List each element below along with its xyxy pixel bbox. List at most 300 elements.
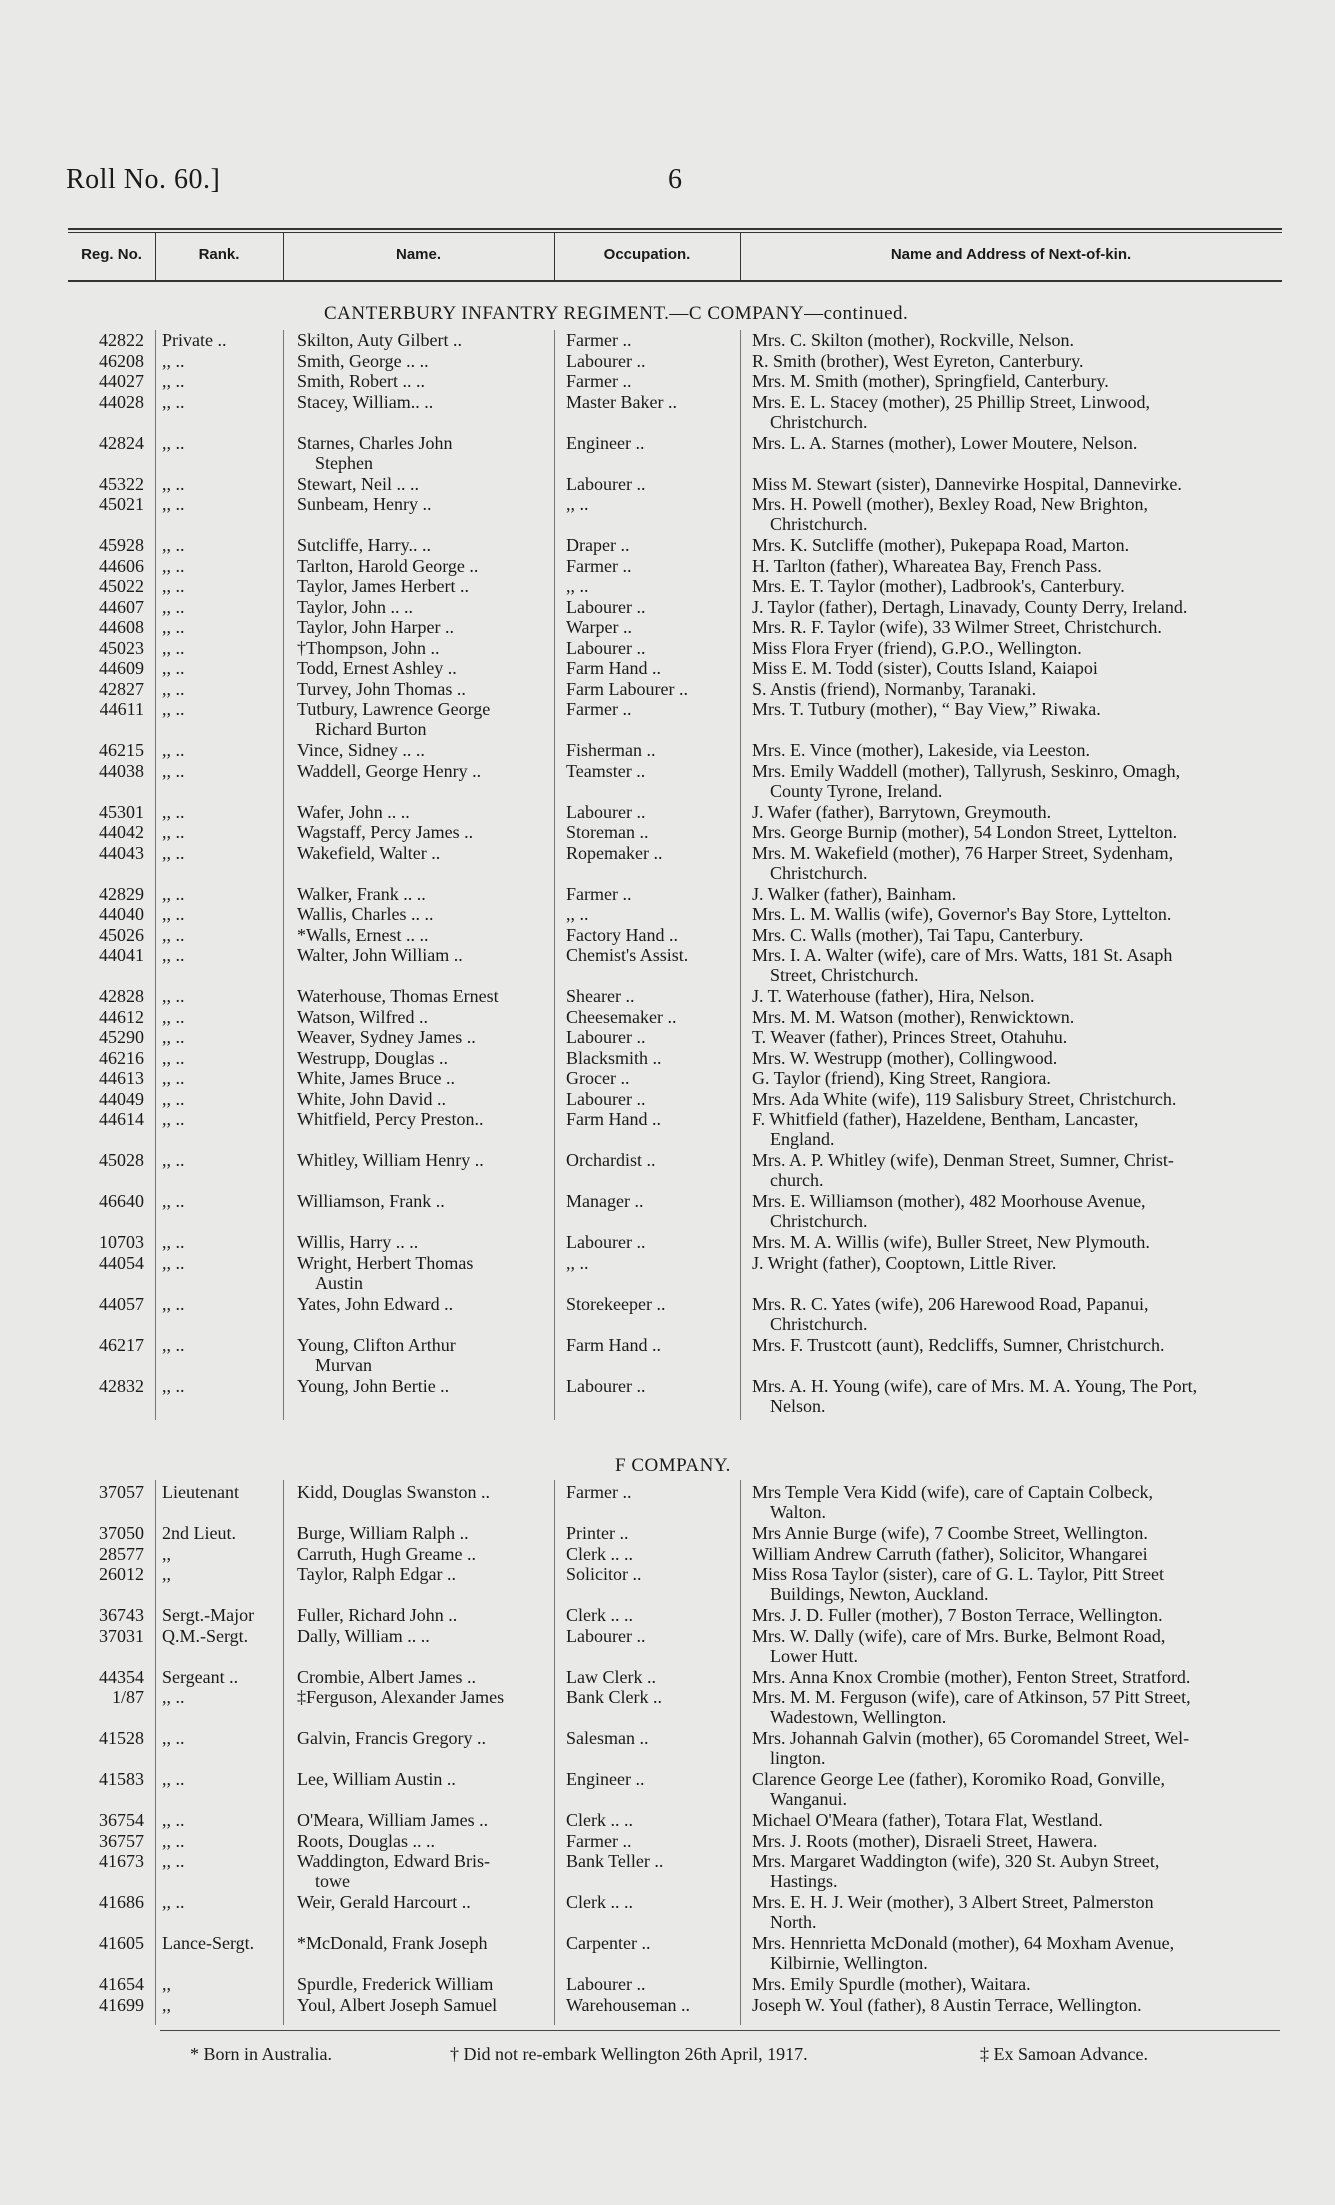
occupation [566,1667,732,1687]
next-of-kin [752,658,1292,678]
occupation [566,822,732,842]
soldier-name [297,433,547,473]
reg-no [82,679,144,699]
next-of-kin [752,761,1292,801]
reg-no-line: 1/87 [111,1687,144,1707]
rank-line: Sergt.-Major [162,1605,255,1625]
rank-line: ,, [162,1543,171,1564]
rank [162,1851,280,1871]
occupation-line: Carpenter .. [566,1933,651,1953]
reg-no [82,1027,144,1047]
occupation [566,556,732,576]
soldier-name-line: Waterhouse, Thomas Ernest [297,986,499,1006]
reg-no-line: 36754 [99,1810,144,1830]
next-of-kin-continuation: Street, Christchurch. [770,965,919,985]
reg-no-line: 45290 [99,1027,144,1047]
rank [162,1626,280,1646]
soldier-name-line: Sutcliffe, Harry.. .. [297,535,431,555]
soldier-name-line: Taylor, Ralph Edgar .. [297,1564,456,1584]
reg-no [82,904,144,924]
next-of-kin-line: Mrs. E. H. J. Weir (mother), 3 Albert Street, Palmerston [752,1892,1154,1912]
occupation-line: Farm Hand .. [566,658,661,678]
next-of-kin-continuation: Wanganui. [770,1789,848,1809]
rank [162,658,280,678]
reg-no [82,1068,144,1088]
occupation-line: Manager .. [566,1191,644,1211]
rank-line: ,, .. [162,350,185,371]
soldier-name-line: Wakefield, Walter .. [297,842,441,863]
next-of-kin-line: Mrs. Emily Waddell (mother), Tallyrush, Seskinro, Omagh, [752,760,1181,781]
rank-line: ,, .. [162,1191,185,1211]
occupation-line: Labourer .. [566,1625,646,1646]
occupation [566,1810,732,1830]
next-of-kin [752,433,1292,453]
reg-no-line: 45023 [99,637,144,658]
column-rule [283,1480,284,2025]
next-of-kin-line: Mrs. W. Westrupp (mother), Collingwood. [752,1047,1058,1068]
reg-no-line: 45021 [99,494,144,514]
rank-line: ,, .. [162,760,185,781]
soldier-name [297,1626,547,1646]
rank [162,1523,280,1543]
occupation [566,597,732,617]
rank [162,1769,280,1789]
next-of-kin-continuation: England. [770,1129,835,1149]
next-of-kin-line: Miss E. M. Todd (sister), Coutts Island, Kaiapoi [752,658,1098,678]
occupation-line: Clerk .. .. [566,1605,633,1625]
occupation [566,1068,732,1088]
reg-no-line: 44614 [99,1109,144,1129]
next-of-kin [752,1150,1292,1190]
rank-line: ,, .. [162,699,185,719]
rank [162,843,280,863]
reg-no [82,556,144,576]
reg-no-line: 44027 [99,371,144,391]
soldier-name-line: Stacey, William.. .. [297,391,434,412]
reg-no [82,1687,144,1707]
next-of-kin-line: William Andrew Carruth (father), Solicitor, Whangarei [752,1543,1148,1564]
next-of-kin [752,740,1292,760]
reg-no-line: 44041 [99,945,144,965]
rank [162,1048,280,1068]
reg-no [82,843,144,863]
next-of-kin [752,1376,1292,1416]
reg-no-line: 37031 [99,1625,144,1646]
reg-no-line: 44613 [99,1068,144,1088]
occupation [566,371,732,391]
occupation [566,1974,732,1994]
occupation [566,617,732,637]
rank-line: ,, .. [162,1150,185,1170]
next-of-kin-line: Mrs. George Burnip (mother), 54 London Street, Lyttelton. [752,822,1178,842]
next-of-kin-line: Mrs. F. Trustcott (aunt), Redcliffs, Sumner, Christchurch. [752,1334,1165,1355]
reg-no-line: 36743 [99,1605,144,1625]
next-of-kin-line: Mrs. E. Williamson (mother), 482 Moorhouse Avenue, [752,1191,1146,1211]
rank [162,1933,280,1953]
column-rule [740,330,741,1420]
rank-line: ,, .. [162,637,185,658]
rank [162,1667,280,1687]
soldier-name-line: Watson, Wilfred .. [297,1006,428,1027]
occupation [566,1933,732,1953]
occupation-line: Labourer .. [566,596,646,617]
reg-no [82,1232,144,1252]
occupation-line: Teamster .. [566,760,646,781]
occupation-line: ,, .. [566,494,589,514]
rank-line: Q.M.-Sergt. [162,1625,249,1646]
next-of-kin-line: Mrs. Margaret Waddington (wife), 320 St. Aubyn Street, [752,1851,1160,1871]
reg-no [82,761,144,781]
reg-no [82,925,144,945]
next-of-kin [752,884,1292,904]
reg-no-line: 28577 [99,1543,144,1564]
next-of-kin-continuation: Lower Hutt. [770,1645,858,1666]
rank [162,884,280,904]
reg-no [82,371,144,391]
reg-no-line: 42822 [99,330,144,350]
occupation [566,1544,732,1564]
rank [162,986,280,1006]
next-of-kin-continuation: Christchurch. [770,1211,868,1231]
soldier-name-line: Carruth, Hugh Greame .. [297,1543,476,1564]
next-of-kin [752,1253,1292,1273]
occupation-line: Cheesemaker .. [566,1006,677,1027]
next-of-kin [752,1232,1292,1252]
next-of-kin [752,802,1292,822]
reg-no-line: 46215 [99,740,144,760]
rank [162,535,280,555]
next-of-kin [752,638,1292,658]
next-of-kin [752,1851,1292,1891]
reg-no [82,617,144,637]
reg-no [82,1995,144,2015]
soldier-name-line: Weir, Gerald Harcourt .. [297,1892,471,1912]
occupation [566,1089,732,1109]
rank [162,1335,280,1355]
header-rule-bottom [68,280,1282,282]
rank-line: ,, .. [162,1293,185,1314]
next-of-kin-continuation: church. [770,1170,824,1190]
next-of-kin [752,1769,1292,1809]
soldier-name-line: Weaver, Sydney James .. [297,1027,476,1047]
occupation-line: Salesman .. [566,1728,649,1748]
rank [162,699,280,719]
footnote-did-not-reembark: † Did not re-embark Wellington 26th April, 1917. [450,2044,808,2064]
rank-line: ,, .. [162,1769,185,1789]
soldier-name [297,1253,547,1293]
rank-line: Private .. [162,330,227,350]
reg-no [82,1892,144,1912]
rank-line: ,, .. [162,391,185,412]
next-of-kin [752,699,1292,719]
rank [162,1089,280,1109]
next-of-kin [752,1048,1292,1068]
next-of-kin-continuation: County Tyrone, Ireland. [770,780,943,801]
rank-line: ,, .. [162,596,185,617]
soldier-name-line: White, John David .. [297,1088,446,1109]
soldier-name [297,1831,547,1851]
soldier-name-line: Stewart, Neil .. .. [297,473,419,494]
next-of-kin [752,986,1292,1006]
soldier-name-line: Whitley, William Henry .. [297,1150,484,1170]
next-of-kin [752,1089,1292,1109]
occupation-line: Engineer .. [566,1769,645,1789]
occupation-line: Factory Hand .. [566,924,678,945]
soldier-name-line: Vince, Sidney .. .. [297,740,425,760]
soldier-name [297,1564,547,1584]
next-of-kin [752,494,1292,534]
soldier-name-line: Spurdle, Frederick William [297,1974,494,1994]
next-of-kin-line: S. Anstis (friend), Normanby, Taranaki. [752,678,1037,699]
soldier-name [297,1892,547,1912]
soldier-name-continuation: Stephen [315,452,373,473]
reg-no-line: 44607 [99,596,144,617]
soldier-name [297,1769,547,1789]
reg-no [82,1544,144,1564]
reg-no [82,1150,144,1170]
next-of-kin-line: Mrs. M. Wakefield (mother), 76 Harper Street, Sydenham, [752,842,1174,863]
soldier-name [297,1851,547,1891]
occupation-line: Labourer .. [566,473,646,494]
soldier-name [297,1667,547,1687]
soldier-name [297,1728,547,1748]
next-of-kin-line: Mrs Temple Vera Kidd (wife), care of Captain Colbeck, [752,1482,1153,1502]
next-of-kin-line: T. Weaver (father), Princes Street, Otahuhu. [752,1027,1068,1047]
soldier-name [297,1376,547,1396]
occupation [566,843,732,863]
occupation [566,1482,732,1502]
occupation-line: ,, .. [566,576,589,596]
occupation-line: Bank Teller .. [566,1851,664,1871]
rank [162,1027,280,1047]
page-number: 6 [668,164,682,195]
rank [162,1564,280,1584]
reg-no [82,1851,144,1871]
soldier-name [297,1523,547,1543]
next-of-kin-line: H. Tarlton (father), Whareatea Bay, French Pass. [752,555,1102,576]
rank-line: ,, .. [162,1892,185,1912]
reg-no [82,1109,144,1129]
soldier-name [297,679,547,699]
next-of-kin [752,1995,1292,2015]
rank [162,351,280,371]
soldier-name-line: Willis, Harry .. .. [297,1232,419,1252]
next-of-kin [752,535,1292,555]
next-of-kin [752,945,1292,985]
soldier-name-line: Waddington, Edward Bris- [297,1851,491,1871]
rank [162,576,280,596]
rank-line: ,, .. [162,371,185,391]
rank [162,761,280,781]
occupation [566,1253,732,1273]
occupation-line: Labourer .. [566,1027,646,1047]
next-of-kin [752,1667,1292,1687]
rank [162,556,280,576]
rank-line: ,, .. [162,1334,185,1355]
occupation-line: Farmer .. [566,1830,632,1851]
occupation-line: Farmer .. [566,1482,632,1502]
next-of-kin-line: Mrs. W. Dally (wife), care of Mrs. Burke, Belmont Road, [752,1625,1166,1646]
reg-no [82,330,144,350]
col-header-next-of-kin: Name and Address of Next-of-kin. [890,246,1132,263]
rank [162,1687,280,1707]
reg-no-line: 41686 [99,1892,144,1912]
footnote-ex-samoan: ‡ Ex Samoan Advance. [980,2044,1148,2064]
next-of-kin-line: Mrs. L. A. Starnes (mother), Lower Moutere, Nelson. [752,432,1138,453]
soldier-name-line: ‡Ferguson, Alexander James [297,1687,505,1707]
soldier-name-line: Westrupp, Douglas .. [297,1047,449,1068]
soldier-name-line: Yates, John Edward .. [297,1293,454,1314]
occupation-line: Farmer .. [566,555,632,576]
soldier-name-line: Burge, William Ralph .. [297,1523,469,1543]
reg-no-line: 44028 [99,391,144,412]
occupation [566,535,732,555]
next-of-kin-continuation: Wadestown, Wellington. [770,1707,947,1727]
next-of-kin-line: F. Whitfield (father), Hazeldene, Bentham, Lancaster, [752,1109,1139,1129]
rank [162,1376,280,1396]
reg-no-line: 44611 [99,699,144,719]
soldier-name-line: Galvin, Francis Gregory .. [297,1728,486,1748]
rank-line: ,, .. [162,432,185,453]
occupation-line: Labourer .. [566,1974,646,1994]
reg-no [82,1728,144,1748]
occupation-line: Farmer .. [566,330,632,350]
rank [162,1253,280,1273]
occupation-line: Law Clerk .. [566,1666,656,1687]
soldier-name [297,884,547,904]
soldier-name [297,802,547,822]
occupation [566,1605,732,1625]
reg-no [82,494,144,514]
rank-line: Sergeant .. [162,1666,239,1687]
next-of-kin [752,597,1292,617]
reg-no-line: 44354 [99,1666,144,1687]
occupation-line: Farmer .. [566,699,632,719]
next-of-kin-line: Mrs. J. Roots (mother), Disraeli Street, Hawera. [752,1830,1098,1851]
rank-line: ,, .. [162,1810,185,1830]
reg-no-line: 37057 [99,1482,144,1502]
rank-line: ,, [162,1564,171,1584]
footnote-born-australia: * Born in Australia. [190,2044,332,2064]
reg-no-line: 46208 [99,350,144,371]
soldier-name [297,1605,547,1625]
soldier-name [297,1810,547,1830]
soldier-name-line: O'Meara, William James .. [297,1810,489,1830]
rank [162,1974,280,1994]
next-of-kin [752,1335,1292,1355]
next-of-kin-line: Mrs. M. M. Ferguson (wife), care of Atkinson, 57 Pitt Street, [752,1687,1191,1707]
occupation [566,433,732,453]
next-of-kin-line: J. Wafer (father), Barrytown, Greymouth. [752,801,1052,822]
occupation-line: Farmer .. [566,883,632,904]
reg-no [82,945,144,965]
soldier-name-line: Wallis, Charles .. .. [297,904,434,924]
reg-no-line: 44040 [99,904,144,924]
soldier-name [297,1027,547,1047]
next-of-kin [752,351,1292,371]
rank [162,925,280,945]
soldier-name [297,699,547,739]
rank-line: ,, .. [162,535,185,555]
next-of-kin-continuation: North. [770,1912,817,1932]
next-of-kin-line: Joseph W. Youl (father), 8 Austin Terrace, Wellington. [752,1994,1142,2015]
soldier-name-continuation: Murvan [315,1354,372,1375]
next-of-kin [752,1068,1292,1088]
rank [162,1728,280,1748]
next-of-kin-line: Mrs. Ada White (wife), 119 Salisbury Street, Christchurch. [752,1088,1177,1109]
reg-no [82,535,144,555]
next-of-kin [752,330,1292,350]
reg-no-line: 45301 [99,801,144,822]
occupation [566,1232,732,1252]
next-of-kin [752,617,1292,637]
reg-no [82,1933,144,1953]
column-rule [155,330,156,1420]
reg-no-line: 26012 [99,1564,144,1584]
rank-line: ,, .. [162,1027,185,1047]
rank-line: Lance-Sergt. [162,1933,255,1953]
soldier-name-line: Walker, Frank .. .. [297,883,426,904]
occupation-line: Labourer .. [566,801,646,822]
next-of-kin-line: J. Taylor (father), Dertagh, Linavady, County Derry, Ireland. [752,596,1188,617]
next-of-kin [752,1523,1292,1543]
reg-no [82,658,144,678]
soldier-name-line: *McDonald, Frank Joseph [297,1933,488,1953]
header-rule-top-inner [68,232,1282,233]
next-of-kin [752,1109,1292,1149]
next-of-kin-continuation: Hastings. [770,1871,838,1891]
occupation-line: Clerk .. .. [566,1810,633,1830]
next-of-kin [752,371,1292,391]
reg-no-line: 46216 [99,1047,144,1068]
next-of-kin-line: Mrs. H. Powell (mother), Bexley Road, New Brighton, [752,494,1148,514]
soldier-name-line: Waddell, George Henry .. [297,760,482,781]
occupation [566,1995,732,2015]
reg-no [82,1523,144,1543]
soldier-name-line: Wright, Herbert Thomas [297,1252,474,1273]
occupation [566,1851,732,1871]
occupation-line: Solicitor .. [566,1564,642,1584]
next-of-kin-line: Mrs. T. Tutbury (mother), “ Bay View,” Riwaka. [752,699,1101,719]
next-of-kin-line: Mrs. Emily Spurdle (mother), Waitara. [752,1974,1031,1994]
rank-line: ,, .. [162,945,185,965]
reg-no [82,1048,144,1068]
rank [162,1294,280,1314]
rank [162,1810,280,1830]
occupation [566,474,732,494]
next-of-kin-line: Mrs. L. M. Wallis (wife), Governor's Bay Store, Lyttelton. [752,904,1172,924]
next-of-kin-line: Mrs. M. A. Willis (wife), Buller Street, New Plymouth. [752,1232,1150,1252]
rank-line: ,, .. [162,924,185,945]
soldier-name-line: Kidd, Douglas Swanston .. [297,1482,490,1502]
occupation-line: Farmer .. [566,371,632,391]
soldier-name-line: Taylor, John .. .. [297,596,414,617]
reg-no-line: 42829 [99,883,144,904]
occupation [566,1728,732,1748]
next-of-kin-line: Mrs. A. H. Young (wife), care of Mrs. M. A. Young, The Port, [752,1375,1198,1396]
rank [162,945,280,965]
next-of-kin-continuation: Kilbirnie, Wellington. [770,1953,928,1973]
occupation [566,945,732,965]
reg-no [82,1667,144,1687]
occupation-line: Clerk .. .. [566,1543,633,1564]
reg-no-line: 44049 [99,1088,144,1109]
column-rule [155,1480,156,2025]
reg-no [82,802,144,822]
rank-line: ,, .. [162,576,185,596]
occupation [566,1150,732,1170]
next-of-kin [752,1831,1292,1851]
